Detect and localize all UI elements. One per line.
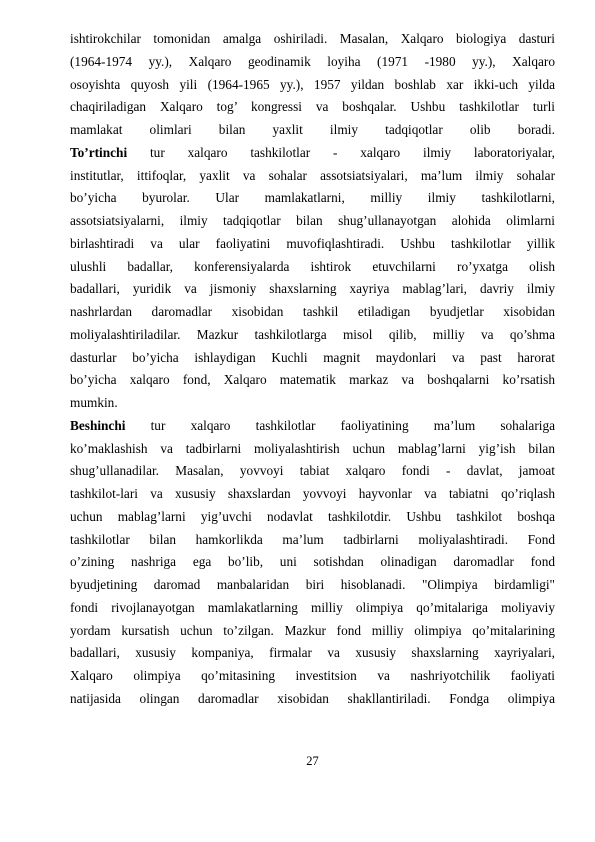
- text-line: [70, 347, 555, 370]
- paragraph-lead-word: Beshinchi: [70, 417, 126, 433]
- line-text: ishtirokchilar tomonidan amalga oshiriladi. Masalan, Xalqaro biologiya dasturi: [70, 31, 555, 46]
- line-text: ko’maklashish va tadbirlarni moliyalashtirish uchun mablag’larni yig’ish bilan: [70, 440, 555, 456]
- line-text: tur xalqaro tashkilotlar - xalqaro ilmiy laboratoriyalar,: [127, 144, 555, 160]
- text-line: [70, 119, 555, 142]
- text-line: [70, 369, 555, 392]
- line-text: bo’yicha byurolar. Ular mamlakatlarni, milliy ilmiy tashkilotlarni,: [70, 190, 555, 206]
- text-line: [70, 165, 555, 188]
- text-line: [70, 551, 555, 574]
- text-line: [70, 301, 555, 324]
- page-number: 27: [306, 754, 319, 768]
- line-text: assotsiatsiyalarni, ilmiy tadqiqotlar bilan shug’ullanayotgan alohida olimlarni: [70, 213, 555, 228]
- text-line: [70, 142, 555, 165]
- text-line: [70, 415, 555, 438]
- line-text: osoyishta quyosh yili (1964-1965 yy.), 1957 yildan boshlab xar ikki-uch yilda: [70, 76, 555, 92]
- line-text: badallari, xususiy kompaniya, firmalar va xususiy shaxslarning xayriyalari,: [70, 645, 555, 661]
- text-line: [70, 51, 555, 74]
- line-text: yordam kursatish uchun to’zilgan. Mazkur fond milliy olimpiya qo’mitalarining: [70, 622, 555, 638]
- text-line: [70, 506, 555, 529]
- line-text: o’zining nashriga ega bo’lib, uni sotishdan olinadigan daromadlar fond: [70, 554, 555, 570]
- line-text: dasturlar bo’yicha ishlaydigan Kuchli magnit maydonlari va past harorat: [70, 349, 555, 365]
- text-line: [70, 74, 555, 97]
- line-text: tur xalqaro tashkilotlar faoliyatining ma’lum sohalariga: [125, 417, 555, 433]
- text-line: [70, 187, 555, 210]
- text-line: [70, 28, 555, 51]
- text-line: [70, 529, 555, 552]
- line-text: tashkilotlar bilan hamkorlikda ma’lum tadbirlarni moliyalashtiradi. Fond: [70, 531, 555, 547]
- line-text: chaqiriladigan Xalqaro tog’ kongressi va boshqalar. Ushbu tashkilotlar turli: [70, 99, 555, 115]
- line-text: (1964-1974 yy.), Xalqaro geodinamik loyiha (1971 -1980 yy.), Xalqaro: [70, 53, 555, 69]
- text-line: [70, 210, 555, 233]
- line-text: institutlar, ittifoqlar, yaxlit va sohalar assotsiatsiyalari, ma’lum ilmiy sohalar: [70, 167, 555, 183]
- text-line: [70, 688, 555, 711]
- text-line: [70, 574, 555, 597]
- line-text: tashkilot-lari va xususiy shaxslardan yovvoyi hayvonlar va tabiatni qo’riqlash: [70, 486, 555, 501]
- text-line: [70, 665, 555, 688]
- text-line: [70, 642, 555, 665]
- text-line: [70, 460, 555, 483]
- text-line: [70, 324, 555, 347]
- text-line: [70, 233, 555, 256]
- line-text: Xalqaro olimpiya qo’mitasining investitsion va nashriyotchilik faoliyati: [70, 668, 555, 683]
- line-text: mumkin.: [70, 395, 118, 410]
- line-text: ulushli badallar, konferensiyalarda ishtirok etuvchilarni ro’yxatga olish: [70, 258, 555, 274]
- line-text: moliyalashtiriladilar. Mazkur tashkilotlarga misol qilib, milliy va qo’shma: [70, 326, 555, 342]
- paragraph-lead-word: To’rtinchi: [70, 144, 128, 160]
- line-text: natijasida olingan daromadlar xisobidan shakllantiriladi. Fondga olimpiya: [70, 690, 555, 706]
- line-text: mamlakat olimlari bilan yaxlit ilmiy tadqiqotlar olib boradi.: [70, 122, 555, 137]
- text-line: [70, 483, 555, 506]
- line-text: birlashtiradi va ular faoliyatini muvofiqlashtiradi. Ushbu tashkilotlar yillik: [70, 235, 555, 251]
- line-text: badallari, yuridik va jismoniy shaxslarning xayriya mablag’lari, davriy ilmiy: [70, 281, 555, 297]
- text-line: [70, 278, 555, 301]
- line-text: uchun mablag’larni yig’uvchi nodavlat tashkilotdir. Ushbu tashkilot boshqa: [70, 508, 555, 524]
- text-line: [70, 620, 555, 643]
- line-text: nashrlardan daromadlar xisobidan tashkil etiladigan byudjetlar xisobidan: [70, 304, 555, 319]
- text-line: [70, 392, 555, 415]
- line-text: shug’ullanadilar. Masalan, yovvoyi tabiat xalqaro fondi - davlat, jamoat: [70, 463, 555, 479]
- line-text: bo’yicha xalqaro fond, Xalqaro matematik markaz va boshqalarni ko’rsatish: [70, 372, 555, 388]
- line-text: byudjetining daromad manbalaridan biri hisoblanadi. "Olimpiya birdamligi": [70, 577, 555, 592]
- text-line: [70, 256, 555, 279]
- line-text: fondi rivojlanayotgan mamlakatlarning milliy olimpiya qo’mitalariga moliyaviy: [70, 599, 555, 615]
- text-line: [70, 96, 555, 119]
- text-line: [70, 597, 555, 620]
- text-line: [70, 438, 555, 461]
- document-body: [70, 28, 555, 711]
